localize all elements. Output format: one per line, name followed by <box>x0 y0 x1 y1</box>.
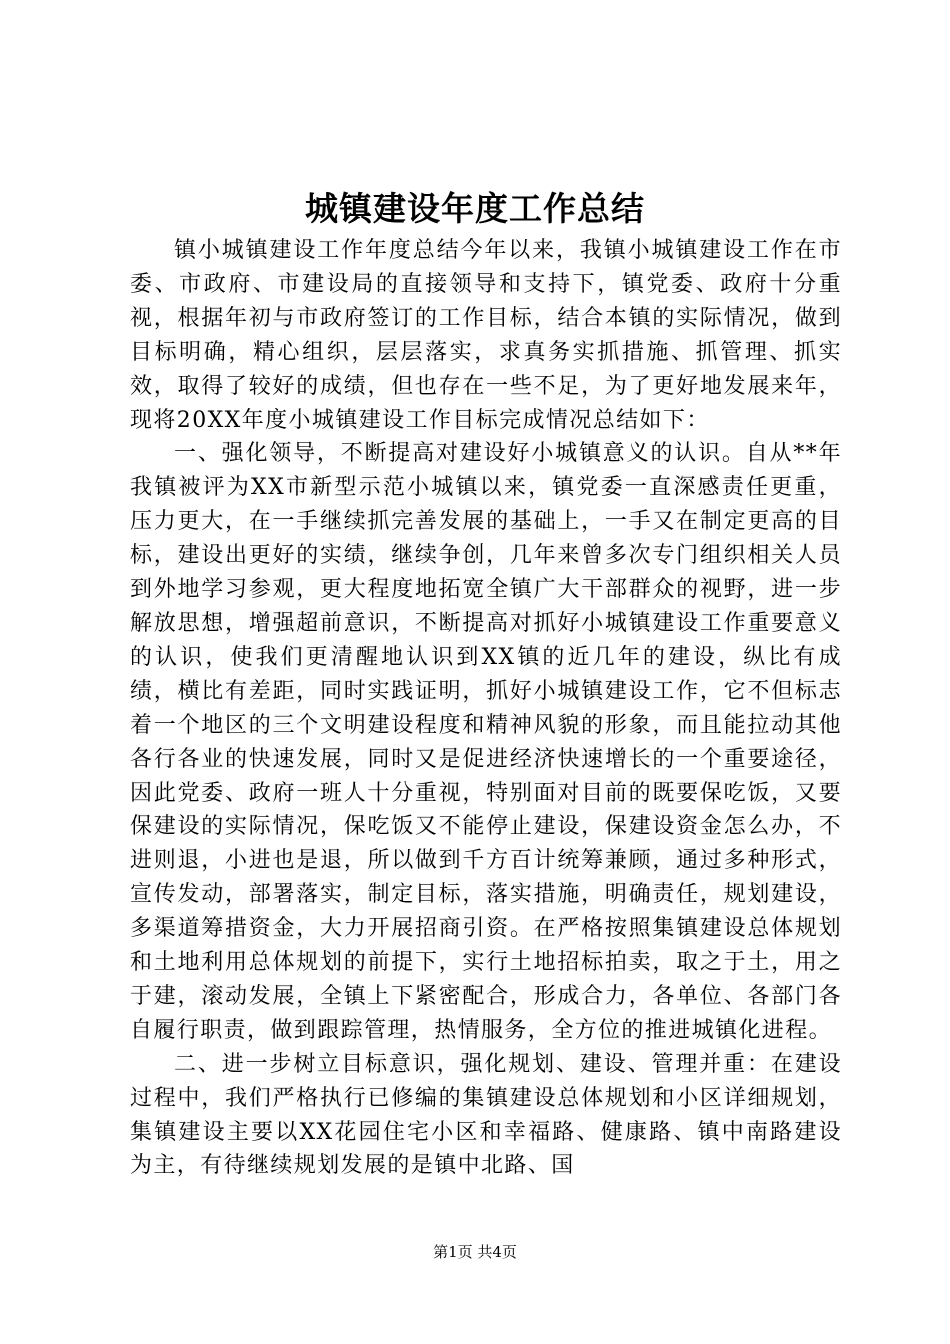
page-number-footer: 第1页 共4页 <box>433 1243 517 1261</box>
paragraph-intro: 镇小城镇建设工作年度总结今年以来，我镇小城镇建设工作在市委、市政府、市建设局的直接领导和支持下，镇党委、政府十分重视，根据年初与市政府签订的工作目标，结合本镇的实际情况，做到目标明确，精心组织，层层落实，求真务实抓措施、抓管理、抓实效，取得了较好的成绩，但也存在一些不足，为了更好地发展来年，现将20XX年度小城镇建设工作目标完成情况总结如下： <box>130 238 842 433</box>
document-body <box>130 234 842 1183</box>
paragraph-section-2: 二、进一步树立目标意识，强化规划、建设、管理并重：在建设过程中，我们严格执行已修编的集镇建设总体规划和小区详细规划，集镇建设主要以XX花园住宅小区和幸福路、健康路、镇中南路建设为主，有待继续规划发展的是镇中北路、国 <box>130 1051 842 1179</box>
document-title: 城镇建设年度工作总结 <box>305 189 645 228</box>
paragraph-section-1: 一、强化领导，不断提高对建设好小城镇意义的认识。自从**年我镇被评为XX市新型示范小城镇以来，镇党委一直深感责任更重，压力更大，在一手继续抓完善发展的基础上，一手又在制定更高的目标，建设出更好的实绩，继续争创，几年来曾多次专门组织相关人员到外地学习参观，更大程度地拓宽全镇广大干部群众的视野，进一步解放思想，增强超前意识，不断提高对抓好小城镇建设工作重要意义的认识，使我们更清醒地认识到XX镇的近几年的建设，纵比有成绩，横比有差距，同时实践证明，抓好小城镇建设工作，它不但标志着一个地区的三个文明建设程度和精神风貌的形象，而且能拉动其他各行各业的快速发展，同时又是促进经济快速增长的一个重要途径，因此党委、政府一班人十分重视，特别面对目前的既要保吃饭，又要保建设的实际情况，保吃饭又不能停止建设，保建设资金怎么办，不进则退，小进也是退，所以做到千方百计统筹兼顾，通过多种形式，宣传发动，部署落实，制定目标，落实措施，明确责任，规划建设，多渠道筹措资金，大力开展招商引资。在严格按照集镇建设总体规划和土地利用总体规划的前提下，实行土地招标拍卖，取之于土，用之于建，滚动发展，全镇上下紧密配合，形成合力，各单位、各部门各自履行职责，做到跟踪管理，热情服务，全方位的推进城镇化进程。 <box>130 441 842 1043</box>
